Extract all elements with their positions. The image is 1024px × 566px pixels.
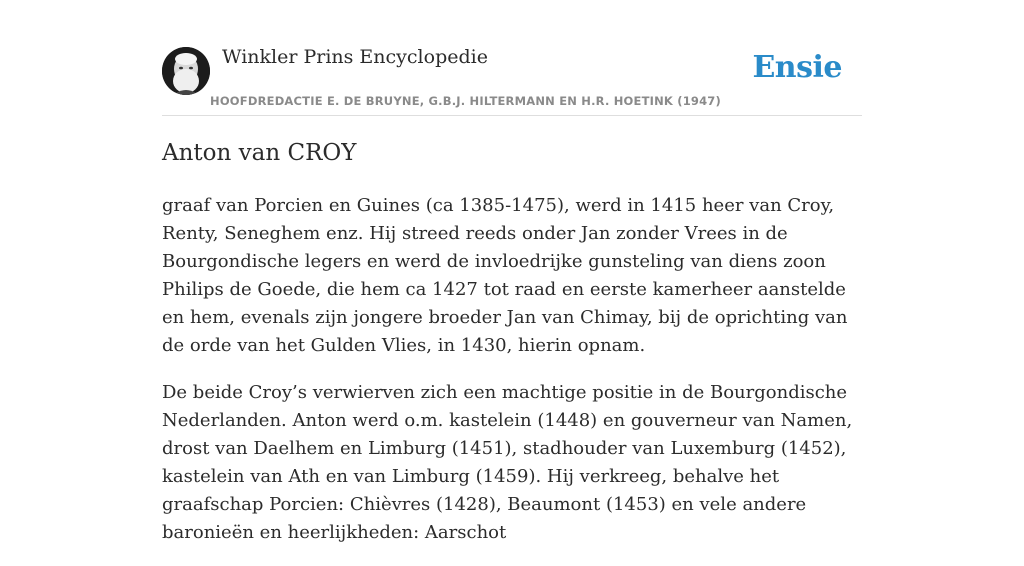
article-paragraph: graaf van Porcien en Guines (ca 1385-1475), werd in 1415 heer van Croy, Renty, Seneghem enz. Hij streed reeds onder Jan zonder Vrees in de Bourgondische legers en werd de invloedrijke gunsteling van diens zoon Philips de Goede, die hem ca 1427 tot raad en eerste kamerheer aanstelde en hem, evenals zijn jongere broeder Jan van Chimay, bij de oprichting van de orde van het Gulden Vlies, in 1430, hierin opnam. xyxy=(162,195,848,356)
article-paragraph: De beide Croy’s verwierven zich een machtige positie in de Bourgondische Nederlanden. Anton werd o.m. kastelein (1448) en gouverneur van Namen, drost van Daelhem en Limburg (1451), stadhouder van Luxemburg (1452), kastelein van Ath en van Limburg (1459). Hij verkreeg, behalve het graafschap Porcien: Chièvres (1428), Beaumont (1453) en vele andere baronieën en heerlijkheden: Aarschot xyxy=(162,382,853,543)
article-body xyxy=(162,192,862,566)
author-portrait-icon[interactable] xyxy=(162,47,210,95)
article-title: Anton van CROY xyxy=(162,140,357,166)
page-container xyxy=(162,0,862,543)
book-editors-subtitle: HOOFDREDACTIE E. DE BRUYNE, G.B.J. HILTERMANN EN H.R. HOETINK (1947) xyxy=(210,94,721,108)
ensie-logo-link[interactable]: Ensie xyxy=(752,50,842,85)
site-header xyxy=(162,0,862,116)
book-title-link[interactable]: Winkler Prins Encyclopedie xyxy=(222,46,488,68)
